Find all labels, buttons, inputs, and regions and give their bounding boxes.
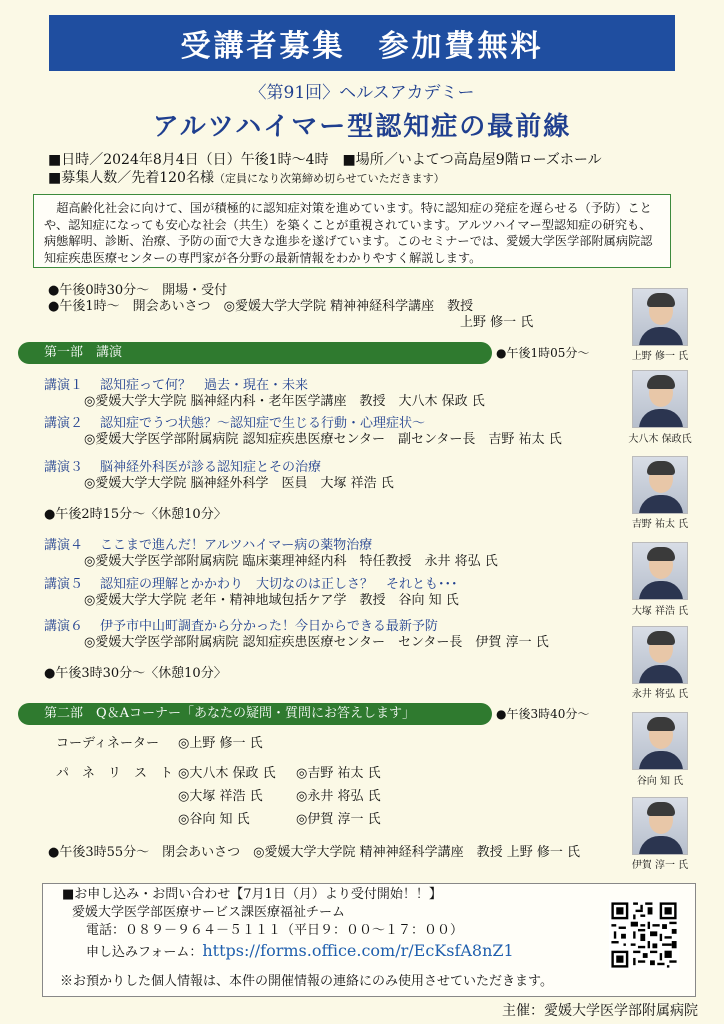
speaker-photo-ohyagi xyxy=(632,370,688,428)
lecture-num: 講演３ xyxy=(44,460,84,475)
contact-phone: 電話：０８９－９６４－５１１１（平日９：００～１７：００） xyxy=(86,923,464,938)
lecture-num: 講演２ xyxy=(44,416,84,431)
capacity-note: （定員になり次第締め切らせていただきます） xyxy=(213,172,445,185)
speaker-photo-tanimukai xyxy=(632,712,688,770)
open-line: ●午後0時30分～ 開場・受付 xyxy=(48,283,228,298)
lecture-6-title xyxy=(44,619,438,635)
lecture-4-speaker: ◎愛媛大学医学部附属病院 臨床薬理神経内科 特任教授 永井 将弘 氏 xyxy=(84,554,498,569)
break-1: ●午後2時15分～〈休憩10分〉 xyxy=(44,507,227,522)
panelist-label: パ ネ リ ス ト xyxy=(56,766,174,781)
contact-heading: ■お申し込み・お問い合わせ【7月1日（月）より受付開始！！】 xyxy=(62,887,442,902)
organizer: 主催：愛媛大学医学部附属病院 xyxy=(502,1003,698,1019)
lecture-num: 講演６ xyxy=(44,619,84,634)
lecture-6-speaker: ◎愛媛大学医学部附属病院 認知症疾患医療センター センター長 伊賀 淳一 氏 xyxy=(84,635,549,650)
panelist-name: ◎大八木 保政 氏 xyxy=(178,766,276,781)
form-label: 申し込みフォーム： xyxy=(86,945,203,960)
panelist-name: ◎伊賀 淳一 氏 xyxy=(296,812,381,827)
capacity-line xyxy=(48,169,445,188)
lecture-3-title xyxy=(44,460,321,476)
recruitment-banner: 受講者募集 参加費無料 xyxy=(49,15,675,71)
lecture-title-text: 認知症でうつ状態？～認知症で生じる行動・心理症状～ xyxy=(100,416,426,431)
lecture-title-text: 伊予市中山町調査から分かった！今日からできる最新予防 xyxy=(100,619,438,634)
panelist-name: ◎永井 将弘 氏 xyxy=(296,789,381,804)
lecture-2-speaker: ◎愛媛大学医学部附属病院 認知症疾患医療センター 副センター長 吉野 祐太 氏 xyxy=(84,432,562,447)
coordinator-name: ◎上野 修一 氏 xyxy=(178,736,263,751)
lecture-title-text: 認知症の理解とかかわり 大切なのは正しさ？ それとも･･･ xyxy=(100,577,458,592)
lecture-2-title xyxy=(44,416,425,432)
lecture-num: 講演４ xyxy=(44,538,84,553)
part1-bar: 第一部 講演 xyxy=(18,342,492,364)
closing-line: ●午後3時55分～ 閉会あいさつ ◎愛媛大学大学院 精神神経科学講座 教授 上野 修一 氏 xyxy=(48,845,581,860)
speaker-photo-yoshino xyxy=(632,456,688,514)
speaker-photo-ueno xyxy=(632,288,688,346)
lecture-num: 講演１ xyxy=(44,378,84,393)
qr-code-icon[interactable] xyxy=(609,900,679,970)
speaker-caption: 谷向 知 氏 xyxy=(636,776,684,787)
speaker-caption: 大塚 祥浩 氏 xyxy=(631,606,689,617)
lecture-5-title xyxy=(44,577,458,593)
coordinator-label: コーディネーター xyxy=(56,736,159,751)
privacy-note: ※お預かりした個人情報は、本件の開催情報の連絡にのみ使用させていただきます。 xyxy=(60,974,553,989)
lecture-title-text: 脳神経外科医が診る認知症とその治療 xyxy=(100,460,322,475)
date-venue-line: ■日時／2024年8月4日（日）午後1時～4時 ■場所／いよてつ高島屋9階ローズホール xyxy=(48,152,602,168)
contact-org: 愛媛大学医学部医療サービス課医療福祉チーム xyxy=(72,905,346,920)
capacity-text: ■募集人数／先着120名様 xyxy=(48,170,214,186)
break-2: ●午後3時30分～〈休憩10分〉 xyxy=(44,666,227,681)
form-line xyxy=(86,942,514,961)
speaker-caption: 大八木 保政氏 xyxy=(628,434,692,445)
lecture-1-title xyxy=(44,378,308,394)
speaker-caption: 吉野 祐太 氏 xyxy=(631,519,689,530)
speaker-caption: 伊賀 淳一 氏 xyxy=(631,860,689,871)
event-title: アルツハイマー型認知症の最前線 xyxy=(152,112,572,142)
speaker-caption: 永井 将弘 氏 xyxy=(631,689,689,700)
lecture-3-speaker: ◎愛媛大学大学院 脳神経外科学 医員 大塚 祥浩 氏 xyxy=(84,476,394,491)
part1-time: ●午後1時05分～ xyxy=(496,346,590,360)
panelist-name: ◎吉野 祐太 氏 xyxy=(296,766,381,781)
lecture-title-text: 認知症って何？ 過去・現在・未来 xyxy=(100,378,309,393)
lecture-5-speaker: ◎愛媛大学大学院 老年・精神地域包括ケア学 教授 谷向 知 氏 xyxy=(84,593,459,608)
part2-time: ●午後3時40分～ xyxy=(496,707,590,721)
lecture-num: 講演５ xyxy=(44,577,84,592)
lecture-4-title xyxy=(44,538,372,554)
opening-speaker: 上野 修一 氏 xyxy=(460,315,534,330)
part2-bar: 第二部 Q＆Aコーナー「あなたの疑問・質問にお答えします」 xyxy=(18,703,492,725)
panelist-name: ◎谷向 知 氏 xyxy=(178,812,250,827)
lecture-title-text: ここまで進んだ！アルツハイマー病の薬物治療 xyxy=(100,538,373,553)
speaker-photo-nagai xyxy=(632,626,688,684)
panelist-name: ◎大塚 祥浩 氏 xyxy=(178,789,263,804)
intro-box: 超高齢化社会に向けて、国が積極的に認知症対策を進めています。特に認知症の発症を遅らせる（予防）ことや、認知症になっても安心な社会（共生）を築くことが重視されています。アルツハイマー型認知症の研究も、病態解明、診断、治療、予防の面で大きな進歩を遂げています。このセミナーでは、愛媛大学医学部附属病院認知症疾患医療センターの専門家が各分野の最新情報をわかりやすく解説します。 xyxy=(33,194,671,268)
opening-remarks: ●午後1時～ 開会あいさつ ◎愛媛大学大学院 精神神経科学講座 教授 xyxy=(48,299,474,314)
event-subtitle: 〈第91回〉ヘルスアカデミー xyxy=(249,83,475,103)
form-link[interactable]: https://forms.office.com/r/EcKsfA8nZ1 xyxy=(202,941,514,960)
speaker-photo-iga xyxy=(632,797,688,855)
speaker-caption: 上野 修一 氏 xyxy=(631,351,689,362)
speaker-photo-otsuka xyxy=(632,542,688,600)
lecture-1-speaker: ◎愛媛大学大学院 脳神経内科・老年医学講座 教授 大八木 保政 氏 xyxy=(84,394,485,409)
